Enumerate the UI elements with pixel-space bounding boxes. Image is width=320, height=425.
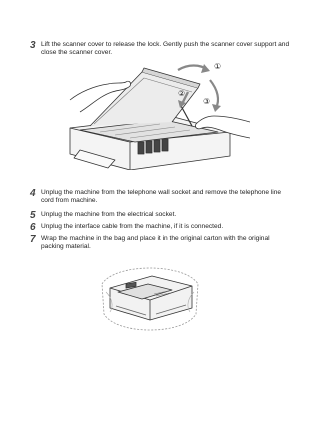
callout-3: ③ [203,97,211,106]
step-text: Unplug the interface cable from the machine, if it is connected. [41,223,224,230]
step-number: 6 [30,222,36,233]
step-number: 4 [30,188,36,199]
scanner-cover-illustration [60,60,250,170]
step-text: Lift the scanner cover to release the lock. Gently push the scanner cover support and close the scanner cover. [41,41,290,57]
step-text: Unplug the machine from the telephone wall socket and remove the telephone line cord from machine. [41,189,282,205]
callout-2: ② [178,89,186,98]
step-6 [30,223,292,231]
wrapped-machine-illustration [98,262,202,332]
callout-1: ① [214,62,222,71]
step-5 [30,211,292,219]
step-7 [30,235,292,251]
step-text: Wrap the machine in the bag and place it in the original carton with the original packing material. [41,235,270,251]
step-number: 7 [30,234,36,245]
step-4 [30,189,292,205]
step-number: 3 [30,40,36,51]
step-number: 5 [30,210,36,221]
step-text: Unplug the machine from the electrical socket. [41,211,177,218]
step-3 [30,41,292,57]
